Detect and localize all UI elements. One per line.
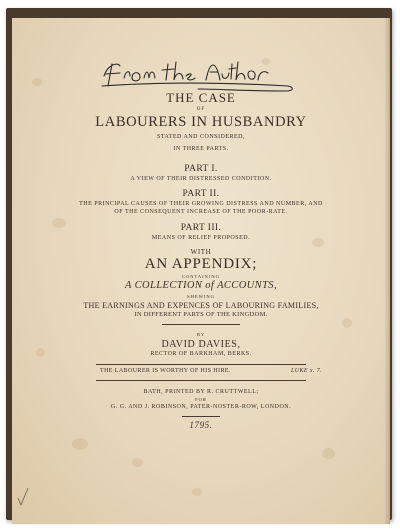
three-parts-note: IN THREE PARTS. xyxy=(173,146,229,152)
motto-text: THE LABOURER IS WORTHY OF HIS HIRE. xyxy=(100,368,231,374)
foxing-spot xyxy=(72,438,88,450)
by-label: BY xyxy=(196,332,206,337)
part-three-heading: PART III. xyxy=(180,223,222,233)
main-title: LABOURERS IN HUSBANDRY xyxy=(95,114,307,130)
foxing-spot xyxy=(32,78,42,86)
pencil-tick-mark xyxy=(16,486,30,508)
divider-bottom xyxy=(96,380,306,381)
appendix-heading: AN APPENDIX; xyxy=(144,256,258,272)
collection-heading: A COLLECTION of ACCOUNTS, xyxy=(125,280,277,291)
publisher-line: G. G. AND J. ROBINSON, PATER-NOSTER-ROW, LONDON. xyxy=(110,404,292,410)
divider-imprint xyxy=(182,416,220,417)
author-name: DAVID DAVIES, xyxy=(161,339,241,350)
containing-label: CONTAINING xyxy=(182,274,220,279)
foxing-spot xyxy=(342,318,352,328)
part-three-description: MEANS OF RELIEF PROPOSED. xyxy=(151,235,251,241)
title-page xyxy=(12,18,390,524)
shewing-label: SHEWING xyxy=(187,294,215,299)
divider-short xyxy=(162,324,240,325)
appendix-line-2: IN DIFFERENT PARTS OF THE KINGDOM. xyxy=(134,311,268,318)
for-label: FOR xyxy=(195,397,207,402)
part-two-description-line-1: THE PRINCIPAL CAUSES OF THEIR GROWING DISTRESS AND NUMBER, AND xyxy=(79,201,323,207)
part-one-description: A VIEW OF THEIR DISTRESSED CONDITION. xyxy=(130,176,272,182)
with-label: WITH xyxy=(190,248,212,256)
part-one-heading: PART I. xyxy=(184,164,218,174)
subtitle: STATED AND CONSIDERED, xyxy=(156,134,246,140)
appendix-line-1: THE EARNINGS AND EXPENCES OF LABOURING FAMILIES, xyxy=(83,301,319,310)
title-the-case: THE CASE xyxy=(166,90,236,105)
motto-reference: LUKE x. 7. xyxy=(291,368,322,374)
printer-line: BATH, PRINTED BY R. CRUTTWELL; xyxy=(143,389,259,395)
title-of: OF xyxy=(196,107,206,112)
author-title: RECTOR OF BARKHAM, BERKS. xyxy=(150,351,252,357)
foxing-spot xyxy=(322,448,335,459)
part-two-heading: PART II. xyxy=(182,189,220,199)
foxing-spot xyxy=(192,488,202,496)
part-two-description-line-2: OF THE CONSEQUENT INCREASE OF THE POOR-RATE. xyxy=(114,209,288,215)
foxing-spot xyxy=(132,458,143,467)
book-binding xyxy=(6,8,392,520)
divider-top xyxy=(96,364,306,365)
publication-year: 1795. xyxy=(189,420,213,430)
